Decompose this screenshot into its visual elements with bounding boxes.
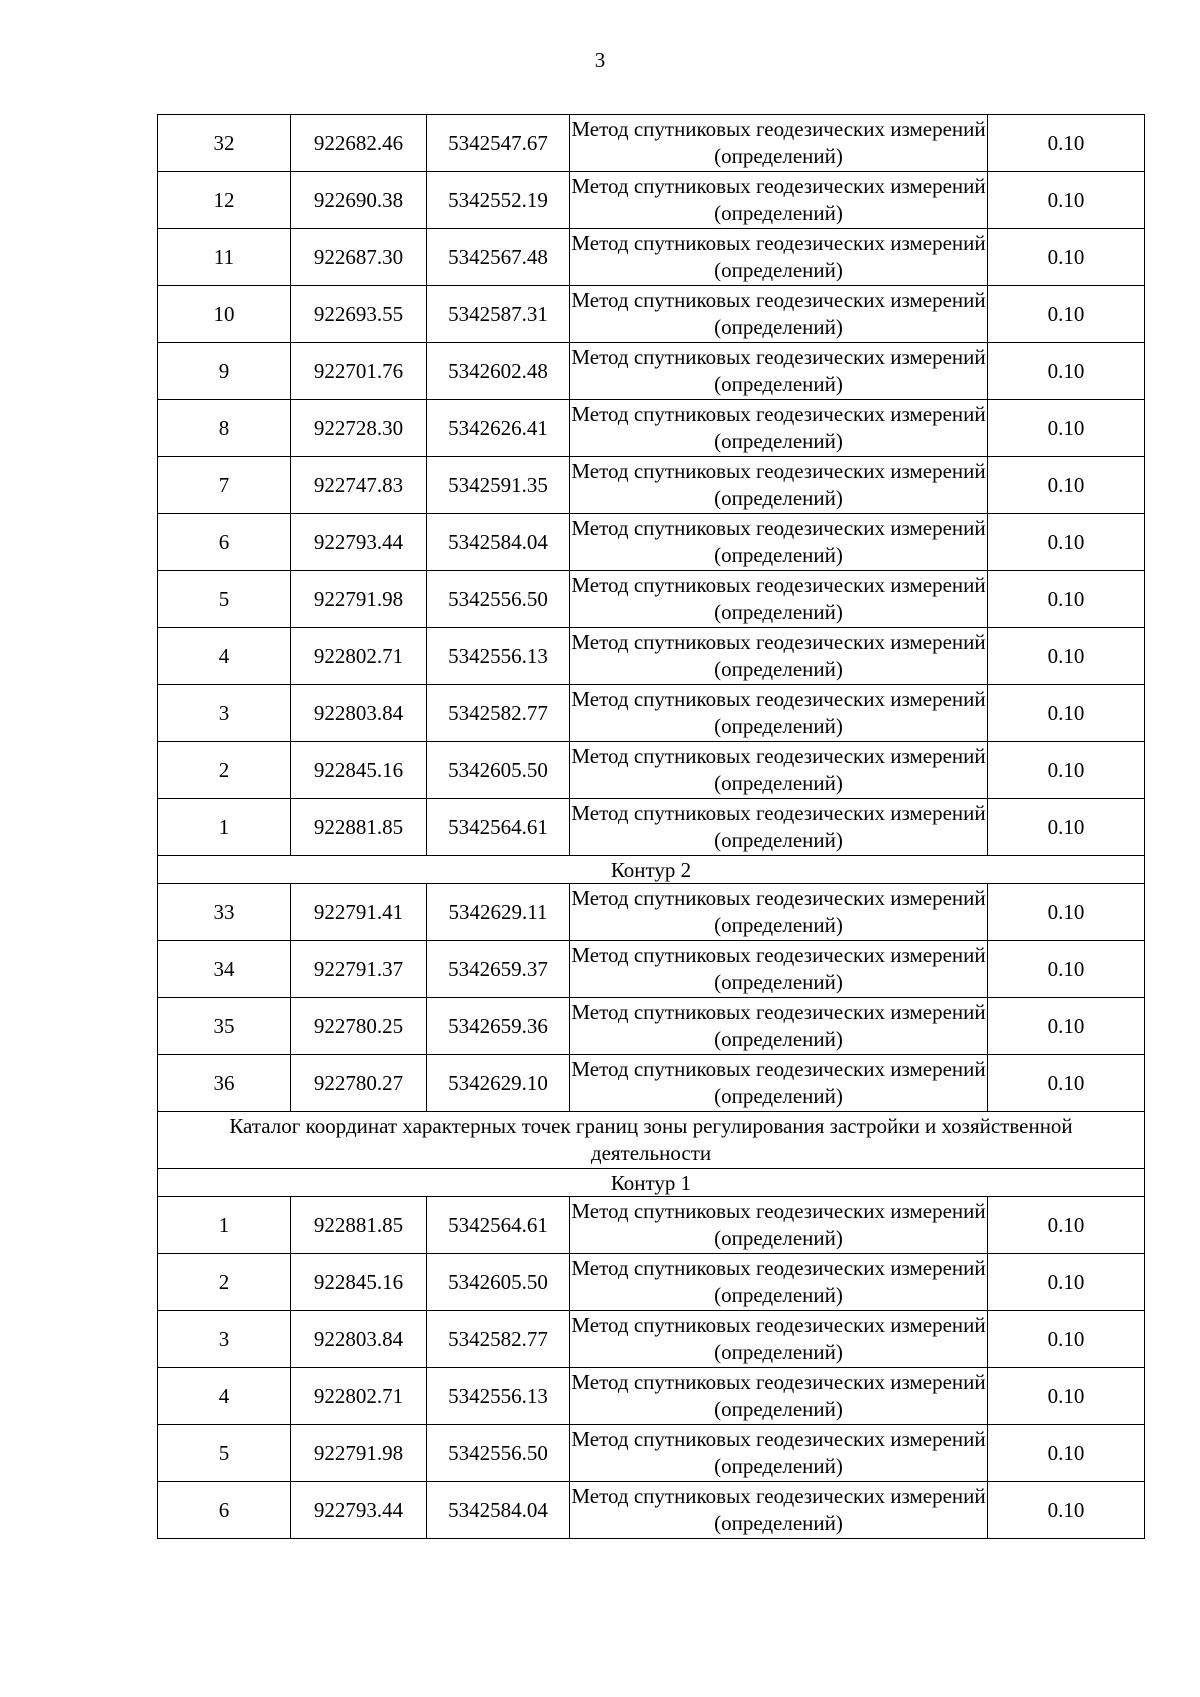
point-number-cell: 2 <box>158 1254 291 1311</box>
point-number-cell: 33 <box>158 884 291 941</box>
table-row <box>158 457 1145 514</box>
point-number-cell: 6 <box>158 1482 291 1539</box>
x-coordinate-cell: 922791.98 <box>291 1425 427 1482</box>
precision-cell: 0.10 <box>988 628 1145 685</box>
section-header-row <box>158 1169 1145 1197</box>
point-number-cell: 7 <box>158 457 291 514</box>
point-number-cell: 6 <box>158 514 291 571</box>
x-coordinate-cell: 922793.44 <box>291 1482 427 1539</box>
precision-cell: 0.10 <box>988 685 1145 742</box>
section-header-row <box>158 856 1145 884</box>
point-number-cell: 4 <box>158 1368 291 1425</box>
table-row <box>158 941 1145 998</box>
y-coordinate-cell: 5342582.77 <box>427 685 570 742</box>
point-number-cell: 35 <box>158 998 291 1055</box>
precision-cell: 0.10 <box>988 115 1145 172</box>
method-cell: Метод спутниковых геодезических измерений (определений) <box>570 1482 988 1539</box>
precision-cell: 0.10 <box>988 1055 1145 1112</box>
x-coordinate-cell: 922747.83 <box>291 457 427 514</box>
x-coordinate-cell: 922802.71 <box>291 1368 427 1425</box>
method-cell: Метод спутниковых геодезических измерений (определений) <box>570 628 988 685</box>
method-cell: Метод спутниковых геодезических измерений (определений) <box>570 172 988 229</box>
y-coordinate-cell: 5342584.04 <box>427 1482 570 1539</box>
y-coordinate-cell: 5342605.50 <box>427 742 570 799</box>
table-row <box>158 685 1145 742</box>
method-cell: Метод спутниковых геодезических измерений (определений) <box>570 884 988 941</box>
y-coordinate-cell: 5342629.11 <box>427 884 570 941</box>
precision-cell: 0.10 <box>988 172 1145 229</box>
method-cell: Метод спутниковых геодезических измерений (определений) <box>570 941 988 998</box>
point-number-cell: 3 <box>158 1311 291 1368</box>
method-cell: Метод спутниковых геодезических измерений (определений) <box>570 115 988 172</box>
x-coordinate-cell: 922682.46 <box>291 115 427 172</box>
point-number-cell: 32 <box>158 115 291 172</box>
precision-cell: 0.10 <box>988 1254 1145 1311</box>
section-header-text: Контур 1 <box>610 1170 692 1195</box>
precision-cell: 0.10 <box>988 1425 1145 1482</box>
table-row <box>158 628 1145 685</box>
precision-cell: 0.10 <box>988 343 1145 400</box>
table-row <box>158 1368 1145 1425</box>
y-coordinate-cell: 5342547.67 <box>427 115 570 172</box>
x-coordinate-cell: 922793.44 <box>291 514 427 571</box>
y-coordinate-cell: 5342659.37 <box>427 941 570 998</box>
y-coordinate-cell: 5342584.04 <box>427 514 570 571</box>
precision-cell: 0.10 <box>988 514 1145 571</box>
table-row <box>158 514 1145 571</box>
method-cell: Метод спутниковых геодезических измерений (определений) <box>570 1197 988 1254</box>
precision-cell: 0.10 <box>988 742 1145 799</box>
coordinates-table-body <box>158 115 1145 1539</box>
section-header-row <box>158 1112 1145 1169</box>
table-row <box>158 742 1145 799</box>
y-coordinate-cell: 5342556.50 <box>427 1425 570 1482</box>
x-coordinate-cell: 922728.30 <box>291 400 427 457</box>
y-coordinate-cell: 5342582.77 <box>427 1311 570 1368</box>
y-coordinate-cell: 5342659.36 <box>427 998 570 1055</box>
y-coordinate-cell: 5342567.48 <box>427 229 570 286</box>
x-coordinate-cell: 922802.71 <box>291 628 427 685</box>
table-row <box>158 998 1145 1055</box>
section-header-cell <box>158 1112 1145 1169</box>
point-number-cell: 34 <box>158 941 291 998</box>
point-number-cell: 2 <box>158 742 291 799</box>
y-coordinate-cell: 5342564.61 <box>427 799 570 856</box>
point-number-cell: 36 <box>158 1055 291 1112</box>
section-header-cell <box>158 856 1145 884</box>
y-coordinate-cell: 5342564.61 <box>427 1197 570 1254</box>
x-coordinate-cell: 922690.38 <box>291 172 427 229</box>
x-coordinate-cell: 922780.25 <box>291 998 427 1055</box>
table-row <box>158 400 1145 457</box>
precision-cell: 0.10 <box>988 571 1145 628</box>
method-cell: Метод спутниковых геодезических измерений (определений) <box>570 400 988 457</box>
coordinates-table <box>157 114 1145 1539</box>
y-coordinate-cell: 5342605.50 <box>427 1254 570 1311</box>
method-cell: Метод спутниковых геодезических измерений (определений) <box>570 457 988 514</box>
x-coordinate-cell: 922845.16 <box>291 742 427 799</box>
precision-cell: 0.10 <box>988 1482 1145 1539</box>
precision-cell: 0.10 <box>988 884 1145 941</box>
precision-cell: 0.10 <box>988 1368 1145 1425</box>
precision-cell: 0.10 <box>988 286 1145 343</box>
point-number-cell: 1 <box>158 1197 291 1254</box>
x-coordinate-cell: 922780.27 <box>291 1055 427 1112</box>
method-cell: Метод спутниковых геодезических измерений (определений) <box>570 1368 988 1425</box>
point-number-cell: 9 <box>158 343 291 400</box>
y-coordinate-cell: 5342556.13 <box>427 628 570 685</box>
x-coordinate-cell: 922791.37 <box>291 941 427 998</box>
x-coordinate-cell: 922881.85 <box>291 799 427 856</box>
y-coordinate-cell: 5342587.31 <box>427 286 570 343</box>
precision-cell: 0.10 <box>988 799 1145 856</box>
table-row <box>158 799 1145 856</box>
precision-cell: 0.10 <box>988 1197 1145 1254</box>
y-coordinate-cell: 5342602.48 <box>427 343 570 400</box>
point-number-cell: 5 <box>158 571 291 628</box>
page-number: 3 <box>594 48 606 72</box>
precision-cell: 0.10 <box>988 1311 1145 1368</box>
table-row <box>158 343 1145 400</box>
table-row <box>158 115 1145 172</box>
table-row <box>158 1254 1145 1311</box>
point-number-cell: 3 <box>158 685 291 742</box>
precision-cell: 0.10 <box>988 941 1145 998</box>
precision-cell: 0.10 <box>988 229 1145 286</box>
x-coordinate-cell: 922791.41 <box>291 884 427 941</box>
method-cell: Метод спутниковых геодезических измерений (определений) <box>570 742 988 799</box>
precision-cell: 0.10 <box>988 457 1145 514</box>
method-cell: Метод спутниковых геодезических измерений (определений) <box>570 1254 988 1311</box>
table-row <box>158 286 1145 343</box>
table-row <box>158 1055 1145 1112</box>
x-coordinate-cell: 922687.30 <box>291 229 427 286</box>
method-cell: Метод спутниковых геодезических измерений (определений) <box>570 1055 988 1112</box>
y-coordinate-cell: 5342556.50 <box>427 571 570 628</box>
table-row <box>158 571 1145 628</box>
method-cell: Метод спутниковых геодезических измерений (определений) <box>570 343 988 400</box>
method-cell: Метод спутниковых геодезических измерений (определений) <box>570 571 988 628</box>
section-header-cell <box>158 1169 1145 1197</box>
table-row <box>158 229 1145 286</box>
point-number-cell: 10 <box>158 286 291 343</box>
x-coordinate-cell: 922803.84 <box>291 1311 427 1368</box>
table-row <box>158 1197 1145 1254</box>
y-coordinate-cell: 5342552.19 <box>427 172 570 229</box>
method-cell: Метод спутниковых геодезических измерений (определений) <box>570 1311 988 1368</box>
x-coordinate-cell: 922791.98 <box>291 571 427 628</box>
table-row <box>158 172 1145 229</box>
x-coordinate-cell: 922693.55 <box>291 286 427 343</box>
x-coordinate-cell: 922845.16 <box>291 1254 427 1311</box>
table-row <box>158 884 1145 941</box>
method-cell: Метод спутниковых геодезических измерений (определений) <box>570 998 988 1055</box>
point-number-cell: 5 <box>158 1425 291 1482</box>
y-coordinate-cell: 5342591.35 <box>427 457 570 514</box>
point-number-cell: 11 <box>158 229 291 286</box>
method-cell: Метод спутниковых геодезических измерений (определений) <box>570 229 988 286</box>
table-row <box>158 1482 1145 1539</box>
point-number-cell: 4 <box>158 628 291 685</box>
point-number-cell: 8 <box>158 400 291 457</box>
precision-cell: 0.10 <box>988 400 1145 457</box>
method-cell: Метод спутниковых геодезических измерений (определений) <box>570 799 988 856</box>
section-header-text: Каталог координат характерных точек границ зоны регулирования застройки и хозяйственной деятельности <box>229 1114 1073 1165</box>
precision-cell: 0.10 <box>988 998 1145 1055</box>
method-cell: Метод спутниковых геодезических измерений (определений) <box>570 514 988 571</box>
method-cell: Метод спутниковых геодезических измерений (определений) <box>570 286 988 343</box>
section-header-text: Контур 2 <box>610 857 692 882</box>
x-coordinate-cell: 922881.85 <box>291 1197 427 1254</box>
x-coordinate-cell: 922701.76 <box>291 343 427 400</box>
point-number-cell: 1 <box>158 799 291 856</box>
y-coordinate-cell: 5342629.10 <box>427 1055 570 1112</box>
table-row <box>158 1311 1145 1368</box>
point-number-cell: 12 <box>158 172 291 229</box>
method-cell: Метод спутниковых геодезических измерений (определений) <box>570 1425 988 1482</box>
y-coordinate-cell: 5342626.41 <box>427 400 570 457</box>
method-cell: Метод спутниковых геодезических измерений (определений) <box>570 685 988 742</box>
x-coordinate-cell: 922803.84 <box>291 685 427 742</box>
y-coordinate-cell: 5342556.13 <box>427 1368 570 1425</box>
table-row <box>158 1425 1145 1482</box>
